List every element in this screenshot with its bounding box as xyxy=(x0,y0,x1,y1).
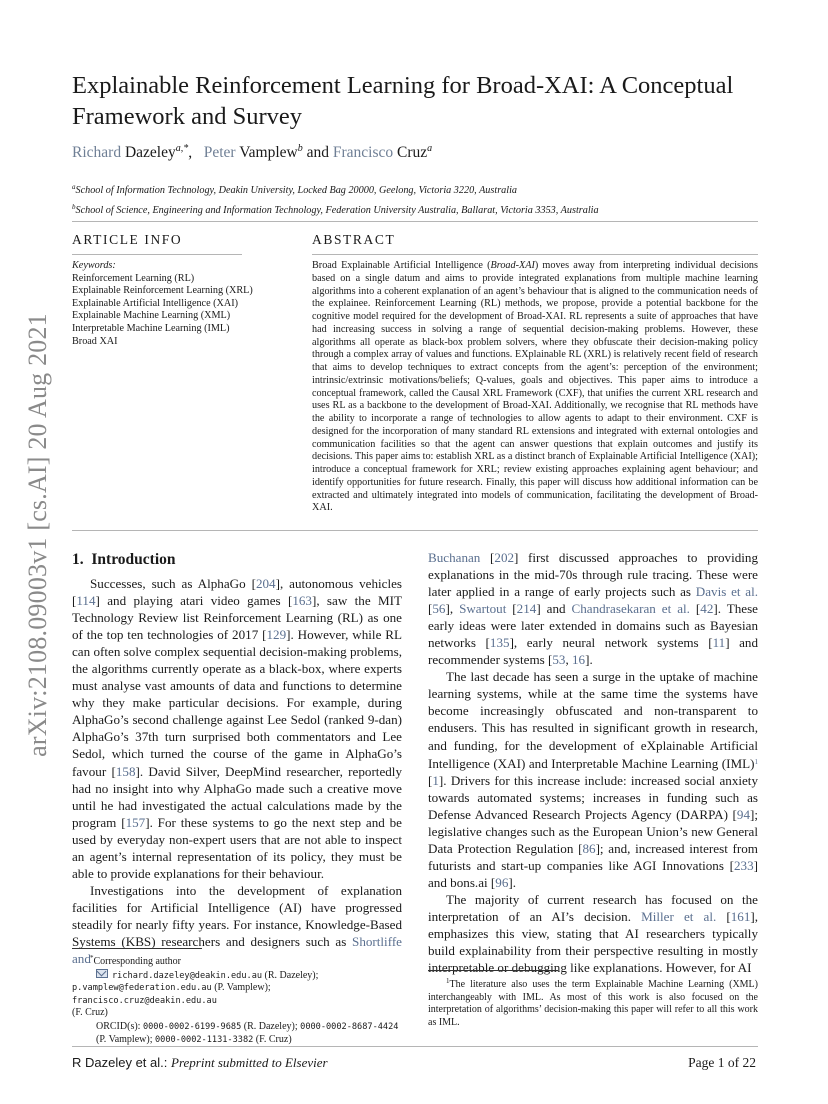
author-2[interactable]: Peter Vamplew$^b$ xyxy=(203,143,303,161)
abstract-end-divider xyxy=(72,530,758,531)
corresponding-note: *Corresponding author xyxy=(90,954,181,967)
page-number: Page 1 of 22 xyxy=(688,1055,756,1070)
citation-link[interactable]: 157 xyxy=(125,814,146,830)
keyword-item: Interpretable Machine Learning (IML) xyxy=(72,322,230,334)
author-footnotes xyxy=(72,952,402,1046)
email-line: (F. Cruz) xyxy=(72,1007,108,1019)
keyword-item: Explainable Machine Learning (XML) xyxy=(72,310,231,322)
author-citation-link[interactable]: Davis et al. xyxy=(695,584,758,600)
paragraph: The majority of current research has focused on the interpretation of an AI’s decision. Miller et al. [161], emphasizes this view, stating that AI researchers typically build explainability from their perspective resulting in mostly interpretable or debugging like explanations. However, for AI xyxy=(428,891,759,976)
citation-link[interactable]: 214 xyxy=(516,601,537,617)
footnote-marker[interactable]: 1 xyxy=(754,757,758,766)
footnote-divider xyxy=(72,948,202,949)
citation-link[interactable]: 96 xyxy=(495,874,509,890)
citation-link[interactable]: 135 xyxy=(489,635,510,651)
citation-link[interactable]: 94 xyxy=(736,806,750,822)
orcid-link[interactable]: 0000-0002-1131-3382 xyxy=(154,1034,254,1045)
affiliation-b: $^b$School of Science, Engineering and Information Technology, Federation University Australia, Ballarat, Victoria 3353, Australia xyxy=(72,203,599,216)
keyword-item: Reinforcement Learning (RL) xyxy=(72,272,195,284)
citation-link[interactable]: 161 xyxy=(730,908,751,924)
author-1[interactable]: Richard Dazeley$^{a,*}$, xyxy=(72,143,196,161)
paragraph: Successes, such as AlphaGo [204], autonomous vehicles [114] and playing atari video games [163], saw the MIT Technology Review list Reinforcement Learning (RL) as one of the top ten technologies of 2017 [129]. However, while RL can often solve complex sequential decision-making problems, the algorithms currently operate as a black-box, where experts must analyse vast amounts of data and functions to determine why they make particular decisions. For example, during AlphaGo’s second challenge against Lee Sedol (ranked 9-dan) AlphaGo’s 37th turn surprised both commentators and Lee Sedol, which turned the course of the game in AlphaGo’s favour [158]. David Silver, DeepMind researcher, reportedly had no insight into why AlphaGo made such a creative move until he had investigated the actual calculations made by the program [157]. For these systems to go the next step and be used by everyday non-expert users that are not able to inspect an agent’s internal representation of its policy, they must be able to provide explanations for their behaviour. xyxy=(72,576,403,881)
author-citation-link[interactable]: Miller et al. xyxy=(641,908,717,924)
footer-preprint: R Dazeley et al.: Preprint submitted to Elsevier xyxy=(72,1055,328,1070)
citation-link[interactable]: 114 xyxy=(76,593,96,609)
citation-link[interactable]: 42 xyxy=(700,601,714,617)
citation-link[interactable]: 204 xyxy=(255,576,276,591)
email-link[interactable]: p.vamplew@federation.edu.au xyxy=(72,983,212,994)
author-3[interactable]: Francisco Cruz$^a$ xyxy=(332,143,433,161)
author-and: and xyxy=(306,144,330,161)
paper-title: Explainable Reinforcement Learning for Broad-XAI: A Conceptual Framework and Survey xyxy=(72,72,734,130)
envelope-icon xyxy=(96,969,108,978)
right-column xyxy=(428,549,758,976)
footer-divider xyxy=(72,1046,758,1047)
orcid-link[interactable]: 0000-0002-6199-9685 xyxy=(142,1021,242,1032)
citation-link[interactable]: 86 xyxy=(582,840,596,856)
arxiv-stamp xyxy=(18,300,58,770)
header-divider xyxy=(72,221,758,222)
keyword-item: Broad XAI xyxy=(72,335,118,347)
orcid-line: ORCID(s): 0000-0002-6199-9685 (R. Dazeley); 0000-0002-8687-4424 (P. Vamplew); 0000-0002-1131-3382 (F. Cruz) xyxy=(96,1020,399,1045)
left-column xyxy=(72,575,402,967)
email-link[interactable]: francisco.cruz@deakin.edu.au xyxy=(72,995,217,1006)
abstract-divider xyxy=(312,254,758,255)
keyword-item: Explainable Reinforcement Learning (XRL) xyxy=(72,285,253,297)
keywords-block xyxy=(72,260,302,348)
citation-link[interactable]: 163 xyxy=(292,593,312,609)
article-info-divider xyxy=(72,254,242,255)
author-list xyxy=(72,143,432,162)
citation-link[interactable]: 16 xyxy=(572,652,586,668)
article-info-heading: ARTICLE INFO xyxy=(72,232,183,247)
keywords-label: Keywords: xyxy=(72,260,116,271)
affiliations xyxy=(72,179,599,219)
citation-link[interactable]: 233 xyxy=(733,857,754,873)
citation-link[interactable]: 11 xyxy=(712,635,726,651)
email-line: richard.dazeley@deakin.edu.au (R. Dazeley); xyxy=(72,969,402,983)
paragraph: The last decade has seen a surge in the uptake of machine learning systems, while at the same time the systems have become increasingly obfuscated and non-transparent to endusers. This has resulted in significant growth in research, and funding, for the development of eXplainable Artificial Intelligence (XAI) and Interpretable Machine Learning (IML)$^1$ [1]. Drivers for this increase include: increased social anxiety towards automated systems; increases in funding such as Defense Advanced Research Projects Agency (DARPA) [94]; legislative changes such as the European Union’s new General Data Protection Regulation [86]; and, increased interest from futurists and start-up companies like AGI Innovations [233] and bons.ai [96]. xyxy=(428,669,758,890)
arxiv-id: arXiv:2108.09003v1 [cs.AI] 20 Aug 2021 xyxy=(23,313,52,757)
citation-link[interactable]: 56 xyxy=(432,601,446,617)
footnote-divider xyxy=(428,970,558,971)
abstract-heading: ABSTRACT xyxy=(312,232,396,247)
citation-link[interactable]: 53 xyxy=(552,652,566,668)
citation-link[interactable]: 129 xyxy=(266,627,287,643)
citation-link[interactable]: 1 xyxy=(432,772,439,788)
section-heading: 1. Introduction xyxy=(72,551,176,568)
citation-link[interactable]: 202 xyxy=(494,550,515,565)
author-citation-link[interactable]: Swartout xyxy=(459,601,507,617)
author-citation-link[interactable]: Shortliffe and xyxy=(72,933,402,967)
author-citation-link[interactable]: Buchanan xyxy=(428,550,481,565)
paragraph: Investigations into the development of explanation facilities for Artificial Intelligence (AI) have progressed steadily for nearly fifty years. For instance, Knowledge-Based Systems (KBS) researchers and designers such as Shortliffe and xyxy=(72,882,402,967)
citation-link[interactable]: 158 xyxy=(115,763,136,779)
affiliation-a: $^a$School of Information Technology, Deakin University, Locked Bag 20000, Geelong, Victoria 3220, Australia xyxy=(72,183,518,196)
paragraph: Buchanan [202] first discussed approaches to providing explanations in the mid-70s through rule tracing. These were later applied in a range of early projects such as Davis et al. [56], Swartout [214] and Chandrasekaran et al. [42]. These early ideas were later extended in domains such as Bayesian networks [135], early neural network systems [11] and recommender systems [53, 16]. xyxy=(428,550,759,668)
author-citation-link[interactable]: Chandrasekaran et al. xyxy=(571,601,690,617)
orcid-link[interactable]: 0000-0002-8687-4424 xyxy=(300,1021,399,1032)
footnote-1: $^1$The literature also uses the term Explainable Machine Learning (XML) interchangeably with IML. As most of this work is also focused on the interpretation of algorithms’ decision-making this paper will refer to all this work as IML. xyxy=(428,977,758,1028)
keyword-item: Explainable Artificial Intelligence (XAI) xyxy=(72,297,239,309)
abstract-text: Broad Explainable Artificial Intelligence (Broad-XAI) moves away from interpreting individual decisions based on a single datum and aims to provide integrated explanations from multiple machine learning algorithms into a coherent explanation of an agent’s behaviour that is aligned to the communication needs of the explainee. Reinforcement Learning (RL) methods, we propose, provide a potential backbone for the cognitive model required for the development of Broad-XAI. RL represents a suite of approaches that have had increasing success in solving a range of sequential decision-making problems. However, these algorithms all operate as black-box problem solvers, where they obfuscate their decision-making policy through a complex array of values and functions. EXplainable RL (XRL) is relatively recent field of research that aims to develop techniques to extract concepts from the agent’s: perception of the environment; intrinsic/extrinsic motivations/beliefs; Q-values, goals and objectives. This paper aims to introduce a conceptual framework, called the Causal XRL Framework (CXF), that unifies the current XRL research and uses RL as a backbone to the development of Broad-XAI. Additionally, we recognise that RL methods have the ability to incorporate a range of technologies to allow agents to adapt to their environment. CXF is designed for the incorporation of many standard RL extensions and integrated with external ontologies and communication facilities so that the agent can answer questions that explain outcomes and justify its decisions. This paper aims to: establish XRL as a distinct branch of Explainable Artificial Intelligence (XAI); introduce a conceptual framework for XRL; review existing approaches explaining agent behaviour; and identify opportunities for future research. Finally, this paper will discuss how additional information can be extracted and ultimately integrated into models of communication, facilitating the development of Broad-XAI. xyxy=(312,260,758,514)
email-line: p.vamplew@federation.edu.au (P. Vamplew); francisco.cruz@deakin.edu.au xyxy=(72,982,271,1006)
email-link[interactable]: richard.dazeley@deakin.edu.au xyxy=(112,970,263,981)
